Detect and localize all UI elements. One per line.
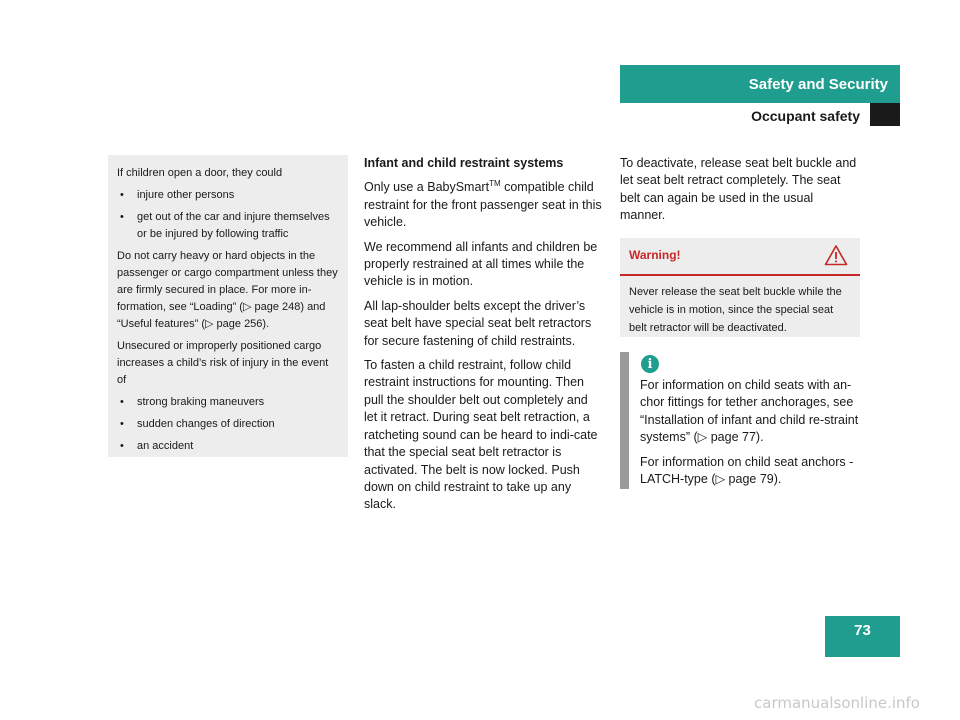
body-paragraph: We recommend all infants and children be properly restrained at all times while the vehicle is in motion. xyxy=(364,239,598,289)
section-heading: Infant and child restraint systems xyxy=(364,156,564,170)
list-item xyxy=(117,209,340,243)
child-safety-note-box xyxy=(108,155,348,457)
body-paragraph: To deactivate, release seat belt buckle and let seat belt retract completely. The seat belt can again be used in the usual manner. xyxy=(620,156,857,223)
text-span: compatible child restraint for the front passenger seat in this vehicle. xyxy=(364,180,602,230)
section-header xyxy=(620,65,900,103)
info-paragraph: For information on child seat anchors - LATCH-type (▷ page 79). xyxy=(640,454,854,487)
body-paragraph: To fasten a child restraint, follow child restraint instructions for mounting. Then pull the shoulder belt out completely and let it retract. During seat belt retraction, a ratcheting sound can be heard to indi-cate that the special seat belt retractor is activated. The belt is now locked. Push down on child restraint to take up any slack. xyxy=(364,358,598,512)
note-paragraph: Unsecured or improperly positioned cargo increases a child’s risk of injury in the event of xyxy=(117,340,329,386)
right-column xyxy=(620,155,860,225)
footer-watermark: carmanualsonline.info xyxy=(754,694,920,712)
text-span: Only use a BabySmart xyxy=(364,180,490,195)
list-item xyxy=(117,438,340,455)
info-icon: i xyxy=(641,355,659,373)
list-item xyxy=(117,394,340,411)
body-paragraph: All lap-shoulder belts except the driver’s seat belt have special seat belt retractors for secure fastening of child restraints. xyxy=(364,298,592,348)
warning-title: Warning! xyxy=(629,248,681,262)
warning-triangle-icon xyxy=(824,244,848,266)
section-title: Safety and Security xyxy=(748,75,888,93)
warning-text: Never release the seat belt buckle while the vehicle is in motion, since the special seat belt retractor will be deactivated. xyxy=(629,286,842,334)
header-corner-block xyxy=(870,103,900,126)
list-item xyxy=(117,187,340,204)
bullet-icon: • xyxy=(120,396,124,408)
note-paragraph: Do not carry heavy or hard objects in the passenger or cargo compartment unless they are firmly secured in place. For more in-formation, see “Loading” (▷ page 248) and “Useful features” (▷ page 256). xyxy=(117,250,338,330)
bullet-icon: • xyxy=(120,211,124,223)
bullet-icon: • xyxy=(120,189,124,201)
bullet-text: an accident xyxy=(137,440,194,452)
bullet-text: get out of the car and injure themselves or be injured by following traffic xyxy=(137,211,330,240)
warning-box xyxy=(620,238,860,337)
bullet-text: sudden changes of direction xyxy=(137,418,275,430)
info-side-bar xyxy=(620,352,629,489)
trademark-superscript: TM xyxy=(489,179,501,189)
info-paragraph: For information on child seats with an-chor fittings for tether anchorages, see “Installation of infant and child re-straint systems” (▷ page 77). xyxy=(640,378,859,445)
bullet-icon: • xyxy=(120,418,124,430)
list-item xyxy=(117,416,340,433)
sub-header xyxy=(620,103,864,129)
page-number-text: 73 xyxy=(854,622,871,639)
bullet-text: strong braking maneuvers xyxy=(137,396,265,408)
info-note xyxy=(640,377,862,495)
body-paragraph xyxy=(364,179,604,231)
warning-divider xyxy=(620,274,860,276)
page-number xyxy=(825,616,900,657)
sub-title: Occupant safety xyxy=(751,108,860,124)
note-intro: If children open a door, they could xyxy=(117,167,283,179)
bullet-text: injure other persons xyxy=(137,189,235,201)
bullet-icon: • xyxy=(120,440,124,452)
middle-column xyxy=(364,155,604,521)
